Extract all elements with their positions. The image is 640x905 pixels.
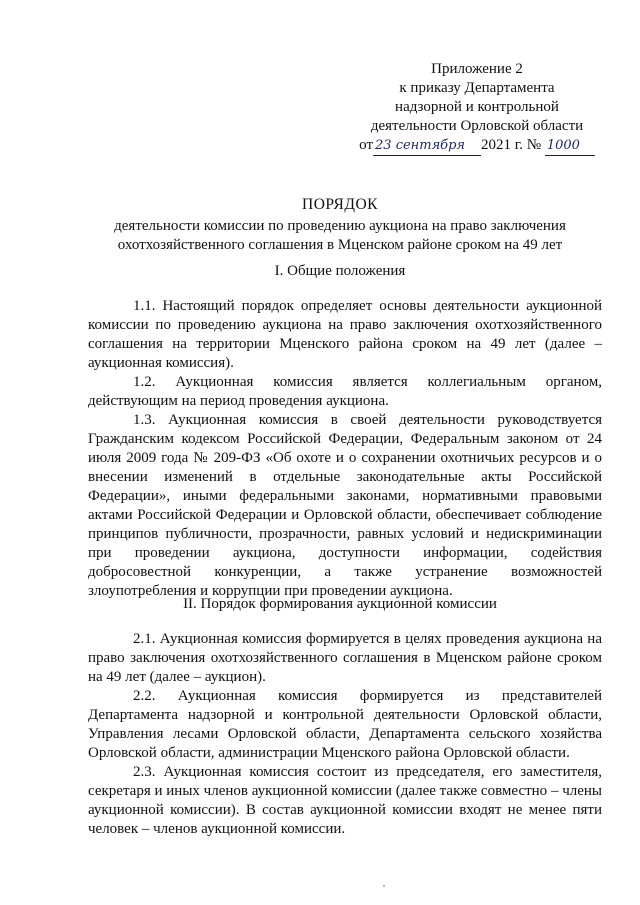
section-heading-2: II. Порядок формирования аукционной комиссии [183,596,497,612]
paragraph-1-1: 1.1. Настоящий порядок определяет основы деятельности аукционной комиссии по проведению аукциона на право заключения охотхозяйственного соглашения на территории Мценского района сроком на 49 лет (далее – аукционная комиссия). [88,298,602,371]
appendix-label: Приложение 2 [431,61,523,77]
appendix-order-ref: к приказу Департамента [399,80,555,96]
paragraph-2-1: 2.1. Аукционная комиссия формируется в целях проведения аукциона на право заключения охотхозяйственного соглашения в Мценском районе сроком на 49 лет (далее – аукцион). [88,631,602,685]
paragraph-1-2: 1.2. Аукционная комиссия является коллегиальным органом, действующим на период проведения аукциона. [88,374,602,409]
date-prefix: от [359,137,374,153]
year-and-number-label: 2021 г. № [481,137,542,153]
paragraph-2-3: 2.3. Аукционная комиссия состоит из председателя, его заместителя, секретаря и иных членов аукционной комиссии (далее также совместно – члены аукционной комиссии). В состав аукционной комиссии входят не менее пяти человек – членов аукционной комиссии. [88,764,602,837]
document-subtitle-line1: деятельности комиссии по проведению аукциона на право заключения [114,218,566,234]
section-heading-1: I. Общие положения [274,263,406,279]
scan-speck [383,885,385,887]
section-1-body [88,297,602,601]
handwritten-date: 23 сентября [373,136,481,156]
appendix-date-line [352,136,602,156]
document-subtitle-line2: охотхозяйственного соглашения в Мценском районе сроком на 49 лет [117,237,563,253]
handwritten-number: 1000 [545,136,595,156]
appendix-header [352,60,602,156]
document-title: ПОРЯДОК [302,196,378,213]
section-2-body [88,630,602,839]
paragraph-1-3: 1.3. Аукционная комиссия в своей деятельности руководствуется Гражданским кодексом Российской Федерации, Федеральным законом от 24 июля 2009 года № 209-ФЗ «Об охоте и о сохранении охотничьих ресурсов и о внесении изменений в отдельные законодательные акты Российской Федерации», иными федеральными законами, нормативными правовыми актами Российской Федерации и Орловской области, обеспечивает соблюдение принципов публичности, прозрачности, равных условий и недискриминации при проведении аукциона, доступности информации, содействия добросовестной конкуренции, а также устранение возможностей злоупотребления и коррупции при проведении аукциона. [88,412,602,599]
paragraph-2-2: 2.2. Аукционная комиссия формируется из представителей Департамента надзорной и контрольной деятельности Орловской области, Управления лесами Орловской области, Департамента сельского хозяйства Орловской области, администрации Мценского района Орловской области. [88,688,602,761]
document-title-block [80,195,600,255]
appendix-department-line1: надзорной и контрольной [395,99,559,115]
appendix-department-line2: деятельности Орловской области [370,118,584,134]
